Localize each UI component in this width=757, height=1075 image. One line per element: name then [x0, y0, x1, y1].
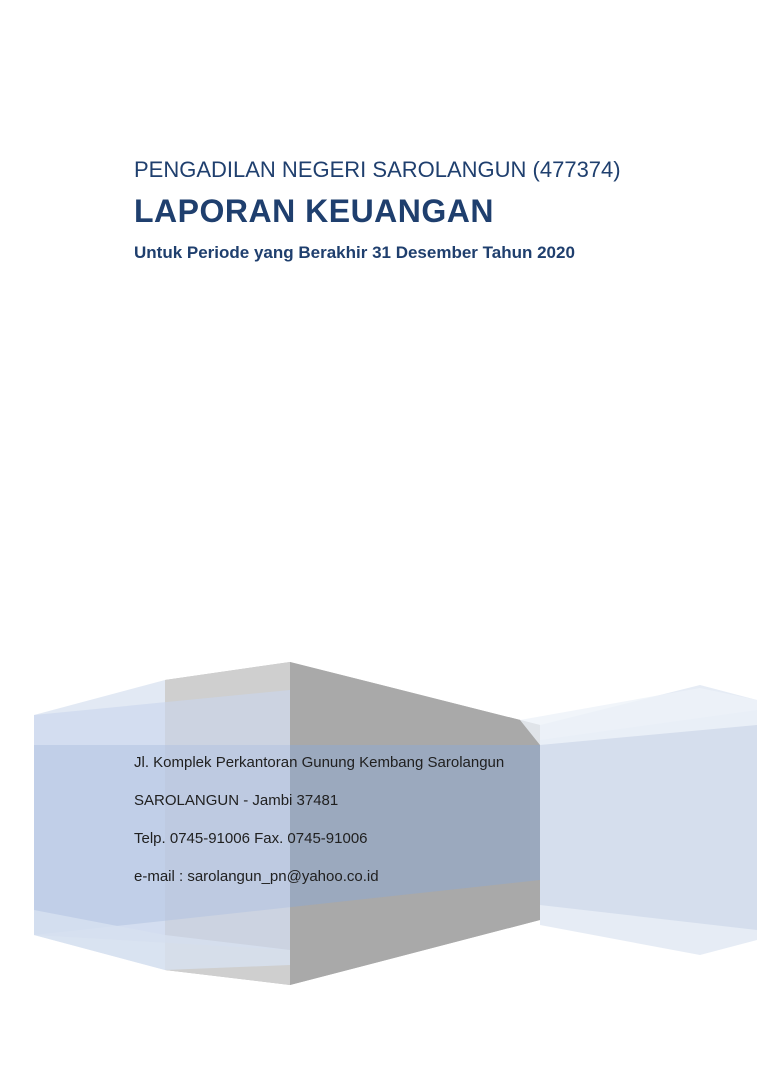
report-period: Untuk Periode yang Berakhir 31 Desember Tahun 2020 — [134, 243, 575, 262]
address-street: Jl. Komplek Perkantoran Gunung Kembang Sarolangun — [134, 754, 505, 771]
report-title: LAPORAN KEUANGAN — [134, 193, 494, 229]
court-name: PENGADILAN NEGERI SAROLANGUN (477374) — [134, 157, 621, 182]
address-phone-fax: Telp. 0745-91006 Fax. 0745-91006 — [134, 830, 368, 847]
address-city: SAROLANGUN - Jambi 37481 — [134, 792, 339, 809]
cover-header — [134, 152, 734, 266]
address-block — [134, 744, 554, 896]
blue-band-right — [540, 710, 757, 930]
address-email: e-mail : sarolangun_pn@yahoo.co.id — [134, 868, 379, 885]
